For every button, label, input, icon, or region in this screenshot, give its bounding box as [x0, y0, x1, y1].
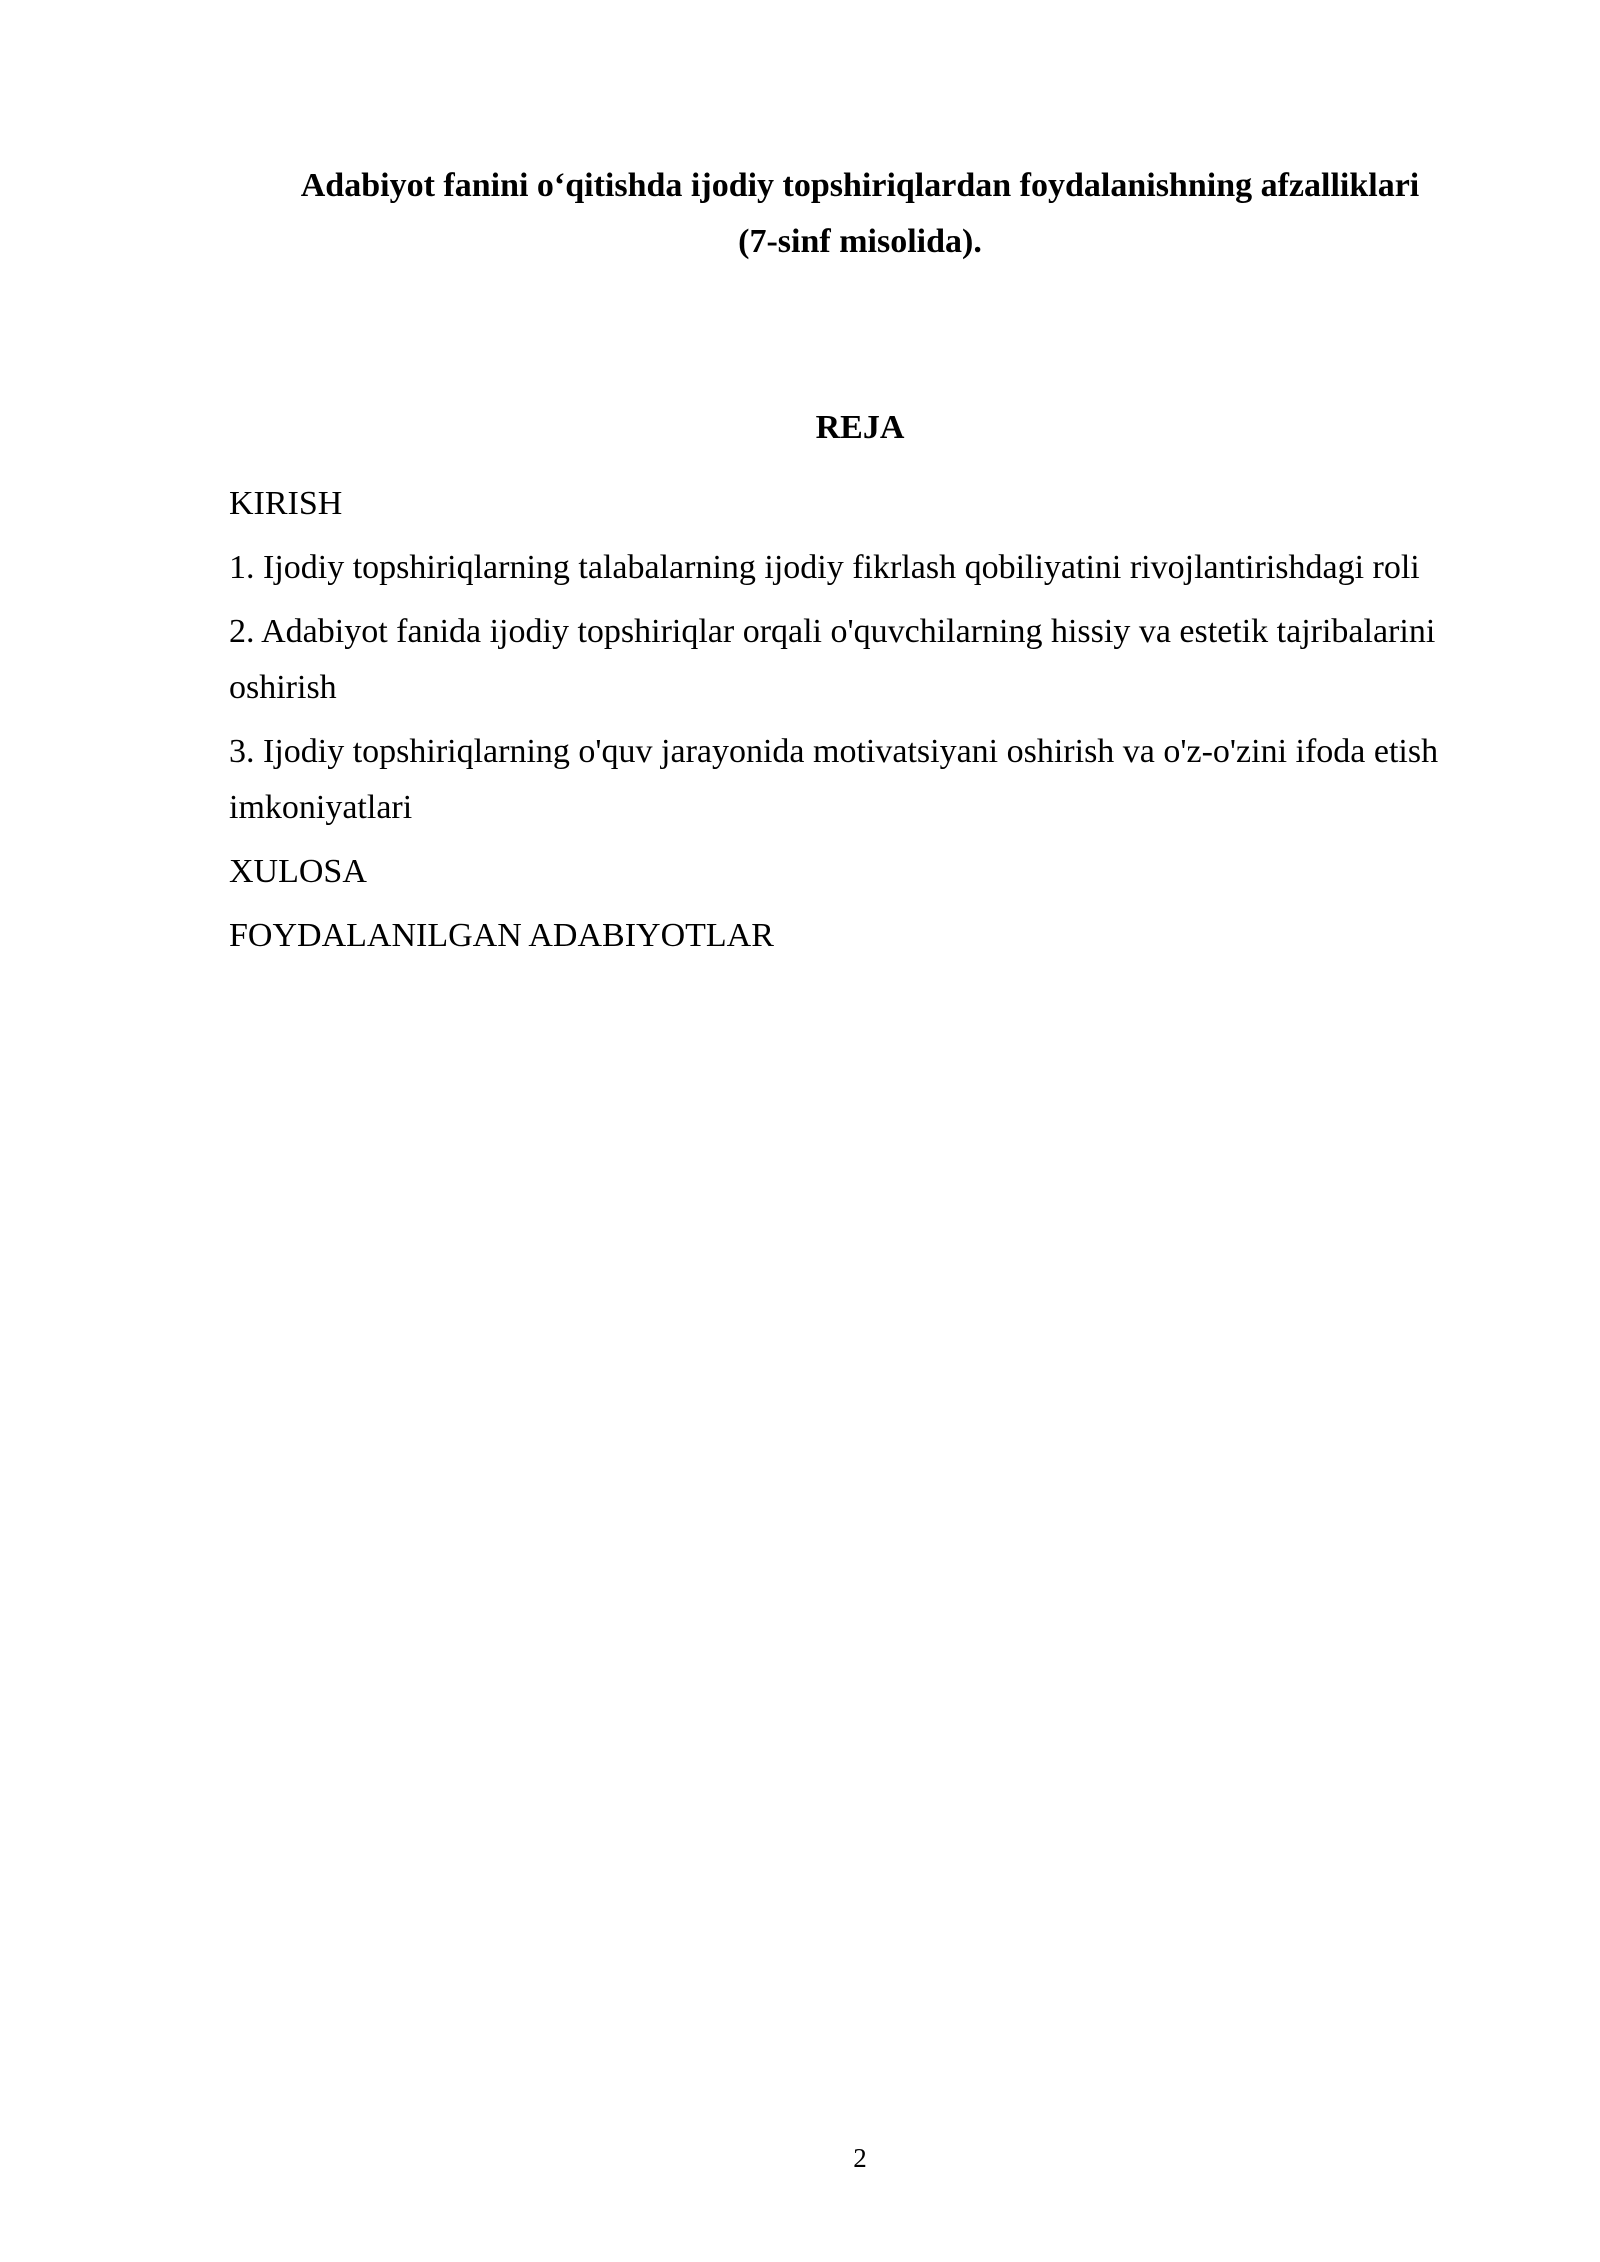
plan-item-1: 1. Ijodiy topshiriqlarning talabalarning ijodiy fikrlash qobiliyatini rivojlantirishdagi roli	[229, 549, 1420, 586]
plan-list	[229, 476, 1529, 972]
plan-item-3: 3. Ijodiy topshiriqlarning o'quv jarayonida motivatsiyani oshirish va o'z-o'zini ifoda etish imkoniyatlari	[229, 733, 1439, 826]
plan-item-conclusion: XULOSA	[229, 853, 367, 890]
title-line-2: (7-sinf misolida).	[738, 223, 982, 260]
plan-item-references: FOYDALANILGAN ADABIYOTLAR	[229, 917, 774, 954]
title-line-1: Adabiyot fanini o‘qitishda ijodiy topshiriqlardan foydalanishning afzalliklari	[300, 167, 1420, 204]
plan-item-introduction: KIRISH	[229, 485, 343, 522]
document-title	[200, 158, 1520, 270]
page-number: 2	[853, 2143, 867, 2173]
plan-item-2: 2. Adabiyot fanida ijodiy topshiriqlar orqali o'quvchilarning hissiy va estetik tajribalarini oshirish	[229, 613, 1436, 706]
plan-heading: REJA	[815, 409, 905, 446]
